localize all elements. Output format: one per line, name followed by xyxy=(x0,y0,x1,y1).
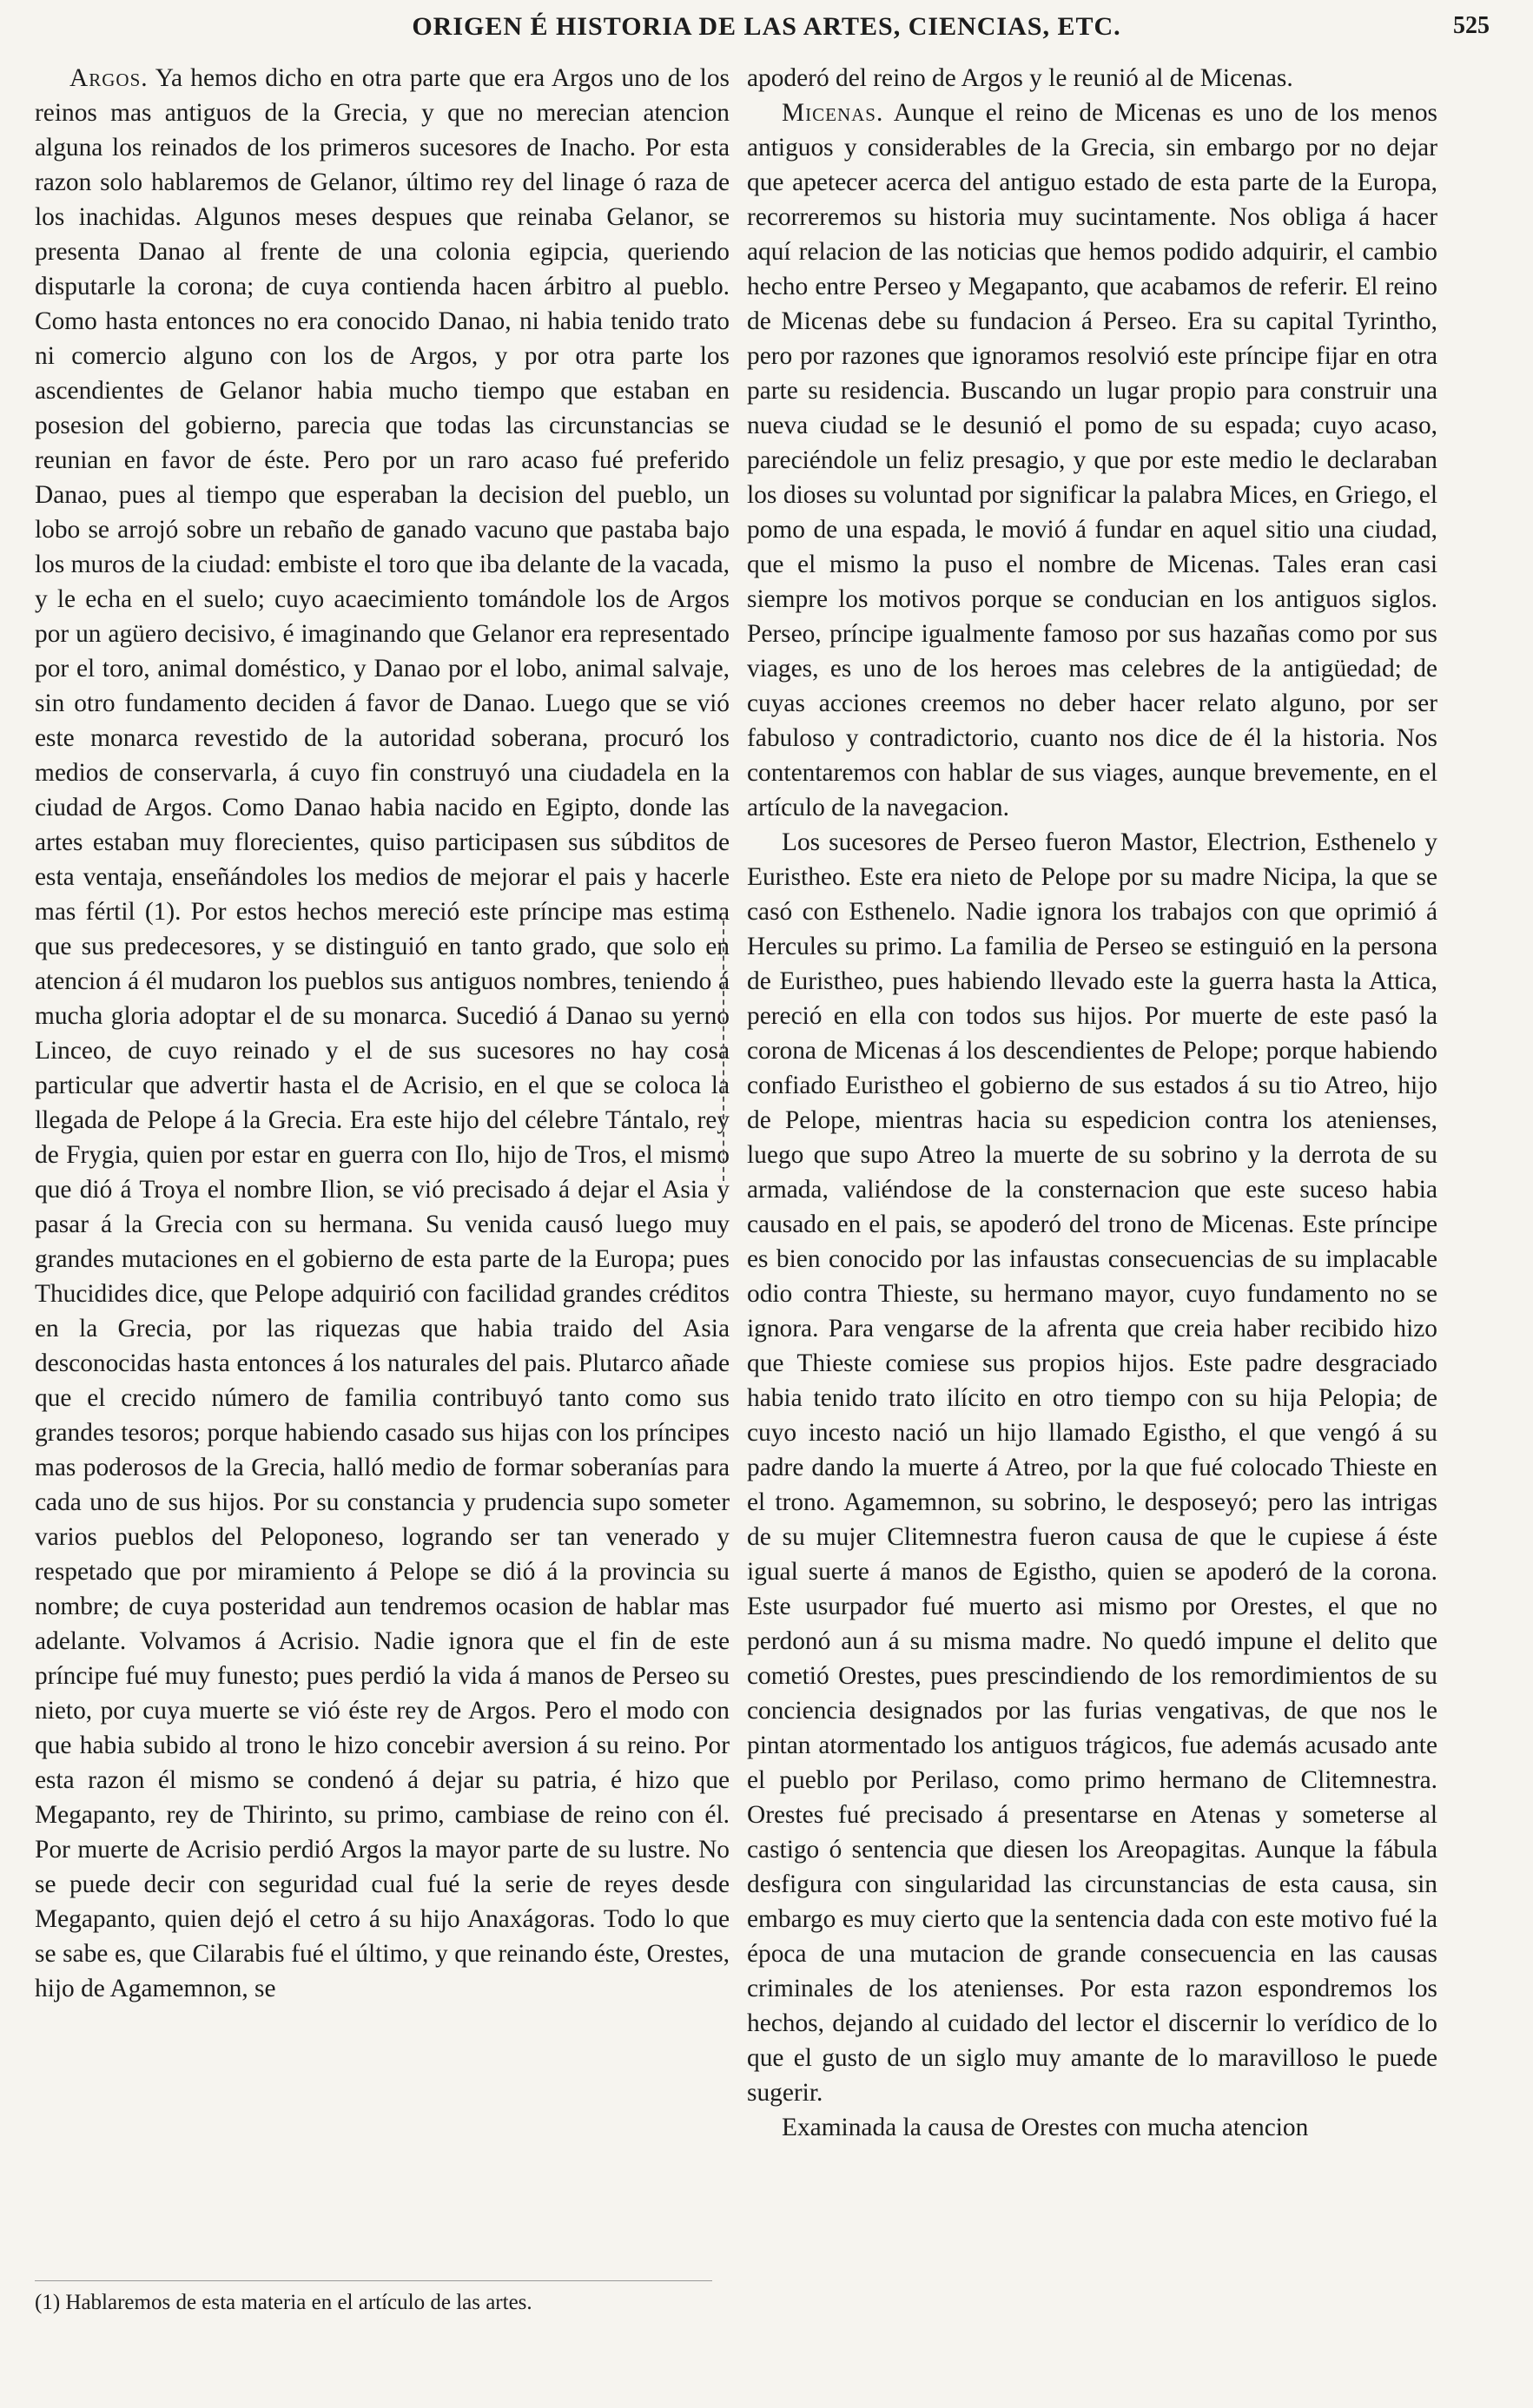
column-divider xyxy=(723,920,727,1181)
left-column xyxy=(35,61,730,2006)
section-label-micenas: Micenas. xyxy=(782,99,884,127)
page-header xyxy=(35,12,1498,52)
paragraph-micenas xyxy=(747,96,1437,825)
footnote: (1) Hablaremos de esta materia en el artículo de las artes. xyxy=(35,2291,532,2314)
page-number: 525 xyxy=(1453,12,1490,39)
paragraph-orestes: Examinada la causa de Orestes con mucha atencion xyxy=(782,2114,1309,2141)
section-label-argos: Argos. xyxy=(69,64,149,92)
right-column xyxy=(747,61,1437,2145)
paragraph-micenas-text: Aunque el reino de Micenas es uno de los menos antiguos y considerables de la Grecia, sin embargo por no dejar que apetecer acerca del antiguo estado de esta parte de la Europa, recorreremos su historia muy sucintamente. Nos obliga á hacer aquí relacion de las noticias que hemos podido adquirir, el cambio hecho entre Perseo y Megapanto, que acabamos de referir. El reino de Micenas debe su fundacion á Perseo. Era su capital Tyrintho, pero por razones que ignoramos resolvió este príncipe fijar en otra parte su residencia. Buscando un lugar propio para construir una nueva ciudad se le desunió el pomo de su espada; cuyo acaso, pareciéndole un feliz presagio, y que por este medio le declaraban los dioses su voluntad por significar la palabra Mices, en Griego, el pomo de una espada, le movió á fundar en aquel sitio una ciudad, que el mismo la puso el nombre de Micenas. Tales eran casi siempre los motivos porque se conducian en los antiguos siglos. Perseo, príncipe igualmente famoso por sus hazañas como por sus viages, es uno de los heroes mas celebres de la antigüedad; de cuyas acciones creemos no deber hacer relato alguno, por ser fabuloso y contradictorio, cuanto nos dice de él la historia. Nos contentaremos con hablar de sus viages, aunque brevemente, en el artículo de la navegacion. xyxy=(747,99,1437,821)
footnote-rule xyxy=(35,2280,712,2281)
paragraph-successors: Los sucesores de Perseo fueron Mastor, Electrion, Esthenelo y Euristheo. Este era nieto de Pelope por su madre Nicipa, la que se casó con Esthenelo. Nadie ignora los trabajos con que oprimió á Hercules su primo. La familia de Perseo se estinguió en la persona de Euristheo, pues habiendo llevado este la guerra hasta la Attica, pereció en ella con todos sus hijos. Por muerte de este pasó la corona de Micenas á los descendientes de Pelope; porque habiendo confiado Euristheo el gobierno de sus estados á su tio Atreo, hijo de Pelope, mientras hacia su espedicion contra los atenienses, luego que supo Atreo la muerte de su sobrino y la derrota de su armada, valiéndose de la consternacion que este suceso habia causado en el pais, se apoderó del trono de Micenas. Este príncipe es bien conocido por las infaustas consecuencias de su implacable odio contra Thieste, su hermano mayor, cuyo fundamento no se ignora. Para vengarse de la afrenta que creia haber recibido hizo que Thieste comiese sus propios hijos. Este padre desgraciado habia tenido trato ilícito en otro tiempo con su hija Pelopia; de cuyo incesto nació un hijo llamado Egistho, el que vengó á su padre dando la muerte á Atreo, por la que fué colocado Thieste en el trono. Agamemnon, su sobrino, le desposeyó; pero las intrigas de su mujer Clitemnestra fueron causa de que le cupiese á éste igual suerte á manos de Egistho, quien se apoderó de la corona. Este usurpador fué muerto asi mismo por Orestes, el que no perdonó aun á su misma madre. No quedó impune el delito que cometió Orestes, pues prescindiendo de los remordimientos de su conciencia designados por las furias vengativas, de que nos le pintan atormentado los antiguos trágicos, fue además acusado ante el pueblo por Perilaso, como primo hermano de Clitemnestra. Orestes fué precisado á presentarse en Atenas y someterse al castigo ó sentencia que diesen los Areopagitas. Aunque la fábula desfigura con singularidad las circunstancias de esta causa, sin embargo es muy cierto que la sentencia dada con este motivo fué la época de una mutacion de grande consecuencia en las causas criminales de los atenienses. Por esta razon espondremos los hechos, dejando al cuidado del lector el discernir lo verídico de lo que el gusto de un siglo muy amante de lo maravilloso le puede sugerir. xyxy=(747,828,1437,2107)
paragraph-argos xyxy=(35,61,730,2006)
running-title: ORIGEN É HISTORIA DE LAS ARTES, CIENCIAS, ETC. xyxy=(412,12,1121,41)
paragraph-continuation: apoderó del reino de Argos y le reunió al de Micenas. xyxy=(747,64,1293,92)
paragraph-argos-text: Ya hemos dicho en otra parte que era Argos uno de los reinos mas antiguos de la Grecia, y que no merecian atencion alguna los reinados de los primeros sucesores de Inacho. Por esta razon solo hablaremos de Gelanor, último rey del linage ó raza de los inachidas. Algunos meses despues que reinaba Gelanor, se presenta Danao al frente de una colonia egipcia, queriendo disputarle la corona; de cuya contienda hacen árbitro al pueblo. Como hasta entonces no era conocido Danao, ni habia tenido trato ni comercio alguno con los de Argos, y por otra parte los ascendientes de Gelanor habia mucho tiempo que estaban en posesion del gobierno, parecia que todas las circunstancias se reunian en favor de éste. Pero por un raro acaso fué preferido Danao, pues al tiempo que esperaban la decision del pueblo, un lobo se arrojó sobre un rebaño de ganado vacuno que pastaba bajo los muros de la ciudad: embiste el toro que iba delante de la vacada, y le echa en el suelo; cuyo acaecimiento tomándole los de Argos por un agüero decisivo, é imaginando que Gelanor era representado por el toro, animal doméstico, y Danao por el lobo, animal salvaje, sin otro fundamento deciden á favor de Danao. Luego que se vió este monarca revestido de la autoridad soberana, procuró los medios de conservarla, á cuyo fin construyó una ciudadela en la ciudad de Argos. Como Danao habia nacido en Egipto, donde las artes estaban muy florecientes, quiso participasen sus súbditos de esta ventaja, enseñándoles los medios de mejorar el pais y hacerle mas fértil (1). Por estos hechos mereció este príncipe mas estima que sus predecesores, y se distinguió en tanto grado, que solo en atencion á él mudaron los pueblos sus antiguos nombres, teniendo á mucha gloria adoptar el de su monarca. Sucedió á Danao su yerno Linceo, de cuyo reinado y el de sus sucesores no hay cosa particular que advertir hasta el de Acrisio, en el que se coloca la llegada de Pelope á la Grecia. Era este hijo del célebre Tántalo, rey de Frygia, quien por estar en guerra con Ilo, hijo de Tros, el mismo que dió á Troya el nombre Ilion, se vió precisado á dejar el Asia y pasar á la Grecia con su hermana. Su venida causó luego muy grandes mutaciones en el gobierno de esta parte de la Europa; pues Thucidides dice, que Pelope adquirió con facilidad grandes créditos en la Grecia, por las riquezas que habia traido del Asia desconocidas hasta entonces á los naturales del pais. Plutarco añade que el crecido número de familia contribuyó tanto como sus grandes tesoros; porque habiendo casado sus hijas con los príncipes mas poderosos de la Grecia, halló medio de formar soberanías para cada uno de sus hijos. Por su constancia y prudencia supo someter varios pueblos del Peloponeso, logrando ser tan venerado y respetado que por miramiento á Pelope se dió á la provincia su nombre; de cuya posteridad aun tendremos ocasion de hablar mas adelante. Volvamos á Acrisio. Nadie ignora que el fin de este príncipe fué muy funesto; pues perdió la vida á manos de Perseo su nieto, por cuya muerte se vió éste rey de Argos. Pero el modo con que habia subido al trono le hizo concebir aversion á su reino. Por esta razon él mismo se condenó á dejar su patria, é hizo que Megapanto, rey de Thirinto, su primo, cambiase de reino con él. Por muerte de Acrisio perdió Argos la mayor parte de su lustre. No se puede decir con seguridad cual fué la serie de reyes desde Megapanto, quien dejó el cetro á su hijo Anaxágoras. Todo lo que se sabe es, que Cilarabis fué el último, y que reinando éste, Orestes, hijo de Agamemnon, se xyxy=(35,64,730,2002)
